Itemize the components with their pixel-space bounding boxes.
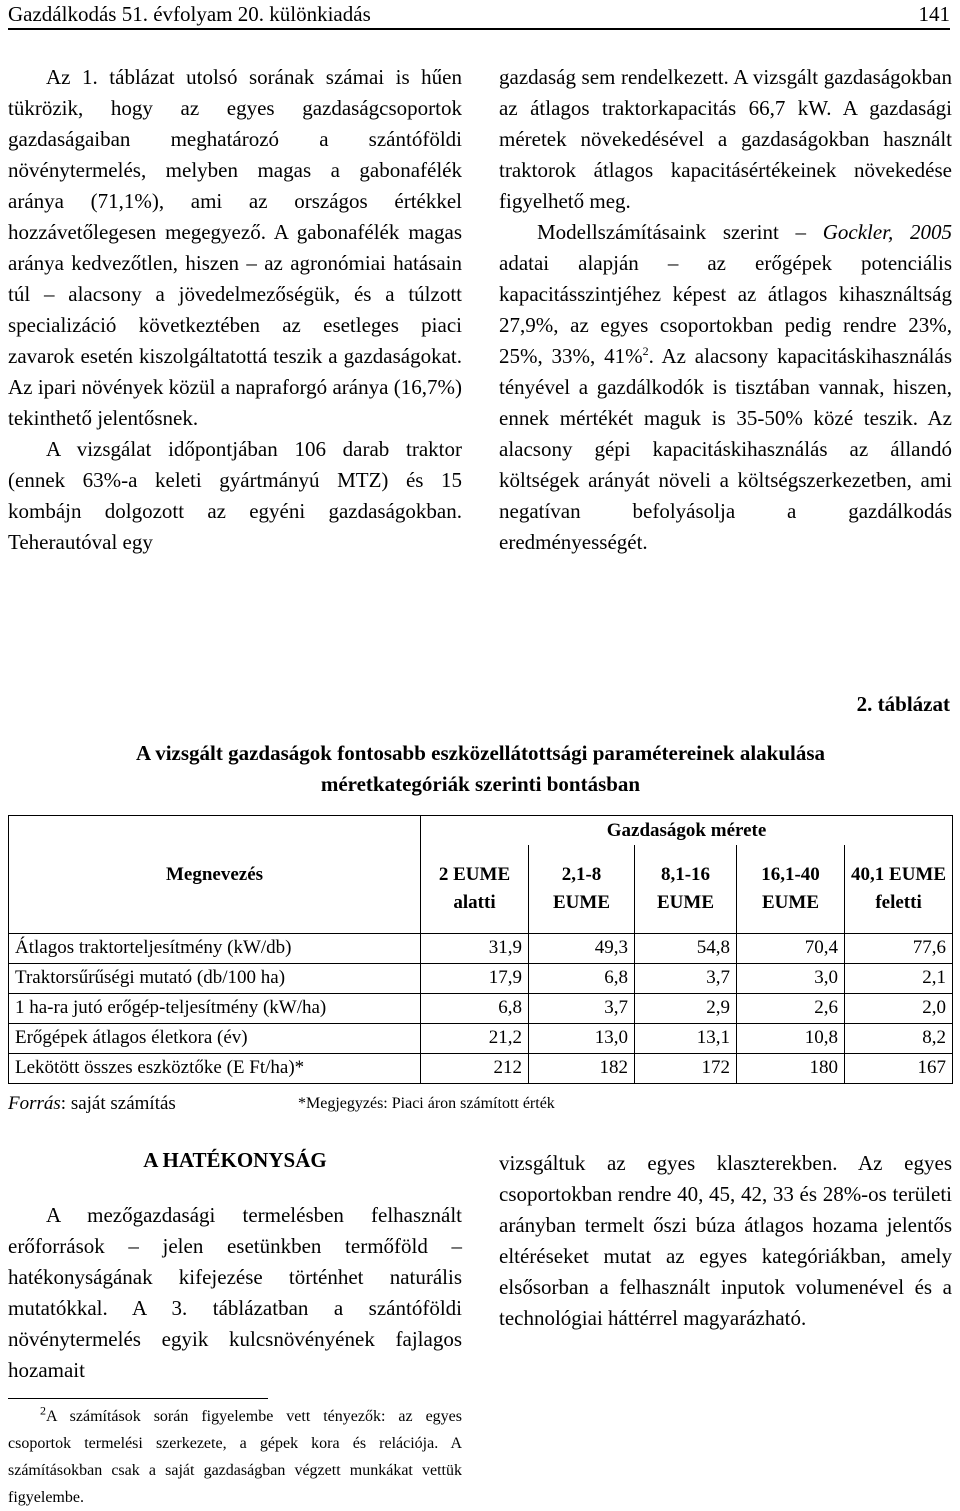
paragraph: Az 1. táblázat utolsó sorának számai is hűen tükrözik, hogy az egyes gazdaságcsoportok gazdaságaiban meghatározó a szántóföldi növénytermelés, melyben magas a gabonafélék aránya (71,1%), ami az országos értékkel hozzávetőlegesen megegyező. A gabonafélék magas aránya kedvezőtlen, hiszen – az agronómiai hatásain túl – alacsony a jövedelmezőségük, és a túlzott specializáció következtében az esetleges piaci zavarok esetén kiszolgáltatottá teszik a gazdaságokat. Az ipari növények közül a napraforgó aránya (16,7%) tekinthető jelentősnek. xyxy=(8,65,462,430)
table-cell: 180 xyxy=(737,1053,845,1083)
table-row xyxy=(9,933,953,963)
table-cell: 212 xyxy=(421,1053,529,1083)
table-cell: 182 xyxy=(529,1053,635,1083)
paragraph xyxy=(499,217,952,558)
column-header-name: Megnevezés xyxy=(9,816,421,934)
footnote-ref: 2 xyxy=(642,344,649,358)
row-label: Erőgépek átlagos életkora (év) xyxy=(9,1023,421,1053)
text-run: . Az alacsony kapacitáskihasználás tényével a gazdálkodók is tisztában vannak, hiszen, ennek mértékét maguk is 35-50% közé teszik. Az alacsony gépi kapacitáskihasználás az állandó költségek arányát növeli a költségszerkezetben, ami negatívan befolyásolja a gazdálkodás eredményességét. xyxy=(499,344,953,554)
table-cell: 77,6 xyxy=(845,933,953,963)
source-label: Forrás xyxy=(8,1093,61,1114)
table-cell: 2,1 xyxy=(845,963,953,993)
row-label: Traktorsűrűségi mutató (db/100 ha) xyxy=(9,963,421,993)
footnote xyxy=(8,1403,462,1511)
paragraph: A vizsgálat időpontjában 106 darab traktor (ennek 63%-a keleti gyártmányú MTZ) és 15 kombájn dolgozott az egyéni gazdaságokban. Teherautóval egy xyxy=(8,437,462,554)
citation: Gockler, 2005 xyxy=(822,220,952,244)
footnote-marker: 2 xyxy=(40,1403,46,1418)
table-cell: 6,8 xyxy=(421,993,529,1023)
table-number: 2. táblázat xyxy=(856,692,950,716)
text-run: adatai alapján – az erőgépek potenciális kapacitásszintjéhez képest az átlagos kihasználtság 27,9%, az egyes csoportokban pedig rendre 23%, 25%, 33%, 41% xyxy=(499,251,952,368)
table-row xyxy=(9,963,953,993)
table-cell: 31,9 xyxy=(421,933,529,963)
table-cell: 54,8 xyxy=(635,933,737,963)
table-cell: 3,7 xyxy=(529,993,635,1023)
size-column-header: 8,1-16 EUME xyxy=(635,845,737,933)
table-title xyxy=(8,738,953,800)
table-cell: 17,9 xyxy=(421,963,529,993)
table-row xyxy=(9,993,953,1023)
row-label: Átlagos traktorteljesítmény (kW/db) xyxy=(9,933,421,963)
footnote-rule xyxy=(8,1398,268,1399)
column-left-bottom xyxy=(8,1200,462,1386)
table-cell: 6,8 xyxy=(529,963,635,993)
size-column-header: 16,1-40 EUME xyxy=(737,845,845,933)
section-heading: A HATÉKONYSÁG xyxy=(143,1148,327,1172)
table-cell: 13,0 xyxy=(529,1023,635,1053)
table-cell: 8,2 xyxy=(845,1023,953,1053)
journal-title: Gazdálkodás 51. évfolyam 20. különkiadás xyxy=(8,2,371,26)
table-note: *Megjegyzés: Piaci áron számított érték xyxy=(298,1095,555,1112)
table-cell: 2,6 xyxy=(737,993,845,1023)
table-cell: 49,3 xyxy=(529,933,635,963)
paragraph: gazdaság sem rendelkezett. A vizsgált gazdaságokban az átlagos traktorkapacitás 66,7 kW. A gazdasági méretek növekedésével a gazdaságokban használt traktorok átlagos kapacitásértékeinek növekedése figyelhető meg. xyxy=(499,65,952,213)
table-cell: 70,4 xyxy=(737,933,845,963)
data-table xyxy=(8,815,953,1084)
table-source xyxy=(8,1093,176,1115)
text-run: Modellszámításaink szerint – xyxy=(537,220,823,244)
paragraph: vizsgáltuk az egyes klaszterekben. Az egyes csoportokban rendre 40, 45, 42, 33 és 28%-os területi arányban termelt őszi búza átlagos hozama jelentős eltéréseket mutat az egyes kategóriákban, amely elsősorban a felhasznált inputok volumenével és a technológiai háttérrel magyarázható. xyxy=(499,1151,952,1330)
column-right-bottom xyxy=(499,1148,952,1334)
table-row xyxy=(9,1023,953,1053)
table-cell: 2,0 xyxy=(845,993,953,1023)
running-header xyxy=(8,2,950,30)
column-left-top xyxy=(8,62,462,558)
row-label: 1 ha-ra jutó erőgép-teljesítmény (kW/ha) xyxy=(9,993,421,1023)
footnote-text: A számítások során figyelembe vett tényezők: az egyes csoportok termelési szerkezete, a gépek kora és relációja. A számításokban csak a saját gazdaságban végzett munkákat vettük figyelembe. xyxy=(8,1408,462,1506)
table-cell: 2,9 xyxy=(635,993,737,1023)
column-right-top xyxy=(499,62,952,558)
table-cell: 13,1 xyxy=(635,1023,737,1053)
source-text: : saját számítás xyxy=(60,1093,176,1114)
page-number: 141 xyxy=(918,2,950,26)
paragraph: A mezőgazdasági termelésben felhasznált erőforrások – jelen esetünkben termőföld – hatékonyságának kifejezése történhet naturális mutatókkal. A 3. táblázatban a szántóföldi növénytermelés egyik kulcsnövényének fajlagos hozamait xyxy=(8,1203,462,1382)
table-cell: 172 xyxy=(635,1053,737,1083)
table-title-line: méretkategóriák szerinti bontásban xyxy=(320,772,641,796)
table-row xyxy=(9,1053,953,1083)
table-cell: 10,8 xyxy=(737,1023,845,1053)
table-cell: 167 xyxy=(845,1053,953,1083)
table-cell: 3,0 xyxy=(737,963,845,993)
size-column-header: 40,1 EUME feletti xyxy=(845,845,953,933)
table-title-line: A vizsgált gazdaságok fontosabb eszközellátottsági paramétereinek alakulása xyxy=(135,741,826,765)
size-column-header: 2,1-8 EUME xyxy=(529,845,635,933)
table-cell: 21,2 xyxy=(421,1023,529,1053)
table-cell: 3,7 xyxy=(635,963,737,993)
group-header: Gazdaságok mérete xyxy=(421,816,953,846)
row-label: Lekötött összes eszköztőke (E Ft/ha)* xyxy=(9,1053,421,1083)
size-column-header: 2 EUME alatti xyxy=(421,845,529,933)
